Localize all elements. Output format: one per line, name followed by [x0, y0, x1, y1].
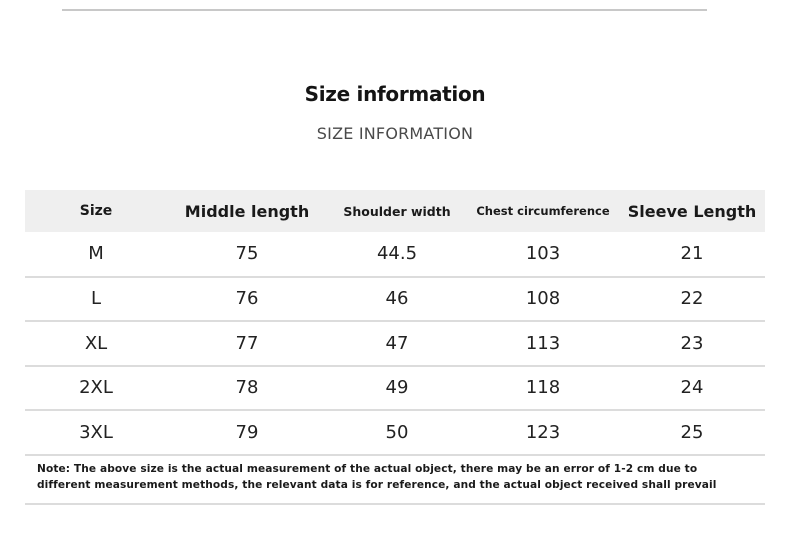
table-row — [25, 232, 765, 277]
cell-shoulder-width: 50 — [385, 421, 409, 443]
table-row — [25, 277, 765, 322]
cell-shoulder-width: 47 — [385, 332, 409, 354]
top-divider — [62, 9, 707, 11]
table-header — [25, 190, 765, 232]
cell-sleeve-length: 23 — [680, 332, 704, 354]
table-row — [25, 321, 765, 366]
page-subtitle: SIZE INFORMATION — [316, 124, 474, 143]
cell-chest-circumference: 118 — [525, 377, 561, 399]
cell-middle-length: 75 — [235, 243, 259, 265]
measurement-note — [37, 461, 767, 493]
note-line-1: Note: The above size is the actual measurement of the actual object, there may be an error of 1-2 cm due to — [37, 463, 698, 475]
table-row — [25, 410, 765, 455]
cell-size: L — [90, 288, 102, 310]
cell-middle-length: 77 — [235, 332, 259, 354]
cell-sleeve-length: 24 — [680, 377, 704, 399]
column-header-middle-length: Middle length — [184, 201, 310, 221]
page-title: Size information — [304, 82, 486, 106]
header-row — [25, 190, 765, 232]
cell-shoulder-width: 49 — [385, 377, 409, 399]
cell-chest-circumference: 108 — [525, 288, 561, 310]
cell-sleeve-length: 25 — [680, 421, 704, 443]
column-header-shoulder-width: Shoulder width — [343, 203, 451, 219]
cell-size: 3XL — [79, 421, 113, 443]
cell-chest-circumference: 103 — [525, 243, 561, 265]
cell-sleeve-length: 22 — [680, 288, 704, 310]
cell-chest-circumference: 123 — [525, 421, 561, 443]
cell-size: XL — [84, 332, 108, 354]
table-body — [25, 232, 765, 455]
column-header-size: Size — [79, 203, 113, 219]
cell-size: 2XL — [79, 377, 113, 399]
column-header-sleeve-length: Sleeve Length — [627, 201, 757, 221]
cell-middle-length: 76 — [235, 288, 259, 310]
note-line-2: different measurement methods, the relevant data is for reference, and the actual object received shall prevail — [37, 479, 717, 491]
cell-chest-circumference: 113 — [525, 332, 561, 354]
column-header-chest-circumference: Chest circumference — [476, 204, 610, 218]
table-row — [25, 366, 765, 411]
cell-shoulder-width: 46 — [385, 288, 409, 310]
cell-middle-length: 79 — [235, 421, 259, 443]
cell-middle-length: 78 — [235, 377, 259, 399]
cell-size: M — [88, 243, 104, 265]
size-table — [25, 190, 765, 456]
bottom-divider — [25, 503, 765, 505]
cell-shoulder-width: 44.5 — [376, 243, 418, 265]
cell-sleeve-length: 21 — [680, 243, 704, 265]
